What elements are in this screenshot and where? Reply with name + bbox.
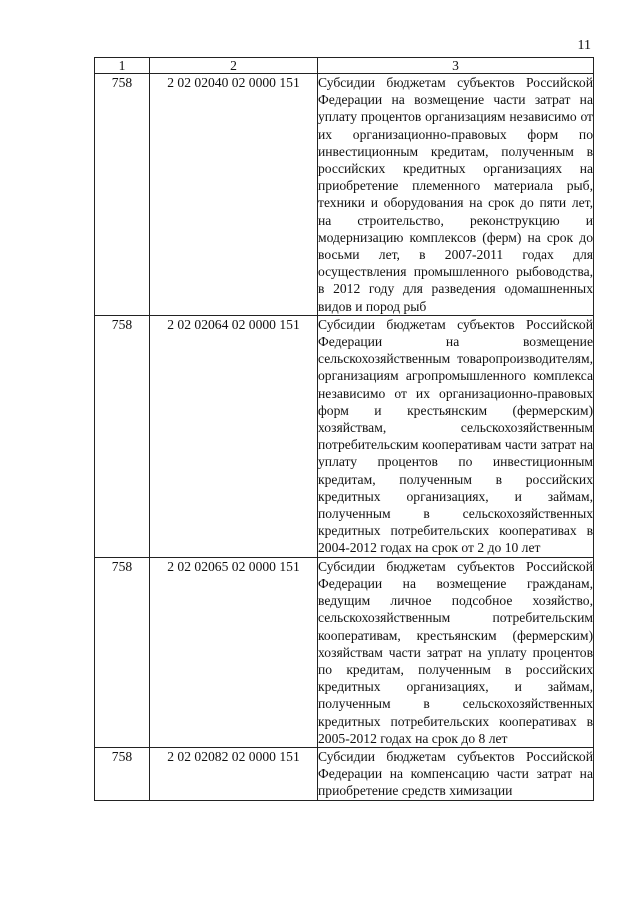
table-row (95, 74, 594, 316)
table-row (95, 747, 594, 800)
description-cell: Субсидии бюджетам субъектов Российской Федерации на возмещение сельскохозяйственным товаропроизводителям, организациям агропромышленного комплекса независимо от их организационно-правовых форм и крестьянским (фермерским) хозяйствам, сельскохозяйственным потребительским кооперативам части затрат на уплату процентов по инвестиционным кредитам, полученным в российских кредитных организациях, и займам, полученным в сельскохозяйственных кредитных потребительских кооперативах в 2004-2012 годах на срок от 2 до 10 лет (318, 316, 593, 556)
description-cell: Субсидии бюджетам субъектов Российской Федерации на возмещение гражданам, ведущим личное подсобное хозяйство, сельскохозяйственным потребительским кооперативам, крестьянским (фермерским) хозяйствам части затрат на уплату процентов по кредитам, полученным в российских кредитных организациях, и займам, полученным в сельскохозяйственных кредитных потребительских кооперативах в 2005-2012 годах на срок до 8 лет (318, 558, 593, 746)
table-header-row (95, 58, 594, 74)
column-header-3: 3 (318, 58, 594, 74)
table-row (95, 557, 594, 747)
budget-codes-table (94, 57, 594, 801)
budget-code-cell: 2 02 02082 02 0000 151 (150, 747, 318, 800)
admin-code-cell: 758 (95, 747, 150, 800)
admin-code-cell: 758 (95, 74, 150, 316)
budget-code-cell: 2 02 02064 02 0000 151 (150, 315, 318, 557)
admin-code-cell: 758 (95, 557, 150, 747)
budget-code-cell: 2 02 02065 02 0000 151 (150, 557, 318, 747)
description-cell: Субсидии бюджетам субъектов Российской Федерации на возмещение части затрат на уплату процентов организациям независимо от их организационно-правовых форм по инвестиционным кредитам, полученным в российских кредитных организациях на приобретение племенного материала рыб, техники и оборудования на срок до пяти лет, на строительство, реконструкцию и модернизацию комплексов (ферм) на срок до восьми лет, в 2007-2011 годах для осуществления промышленного рыбоводства, в 2012 году для разведения одомашненных видов и пород рыб (318, 75, 593, 314)
budget-code-cell: 2 02 02040 02 0000 151 (150, 74, 318, 316)
column-header-2: 2 (150, 58, 318, 74)
page-number: 11 (577, 38, 591, 53)
table-row (95, 315, 594, 557)
description-cell: Субсидии бюджетам субъектов Российской Федерации на компенсацию части затрат на приобретение средств химизации (318, 748, 593, 799)
column-header-1: 1 (95, 58, 150, 74)
admin-code-cell: 758 (95, 315, 150, 557)
